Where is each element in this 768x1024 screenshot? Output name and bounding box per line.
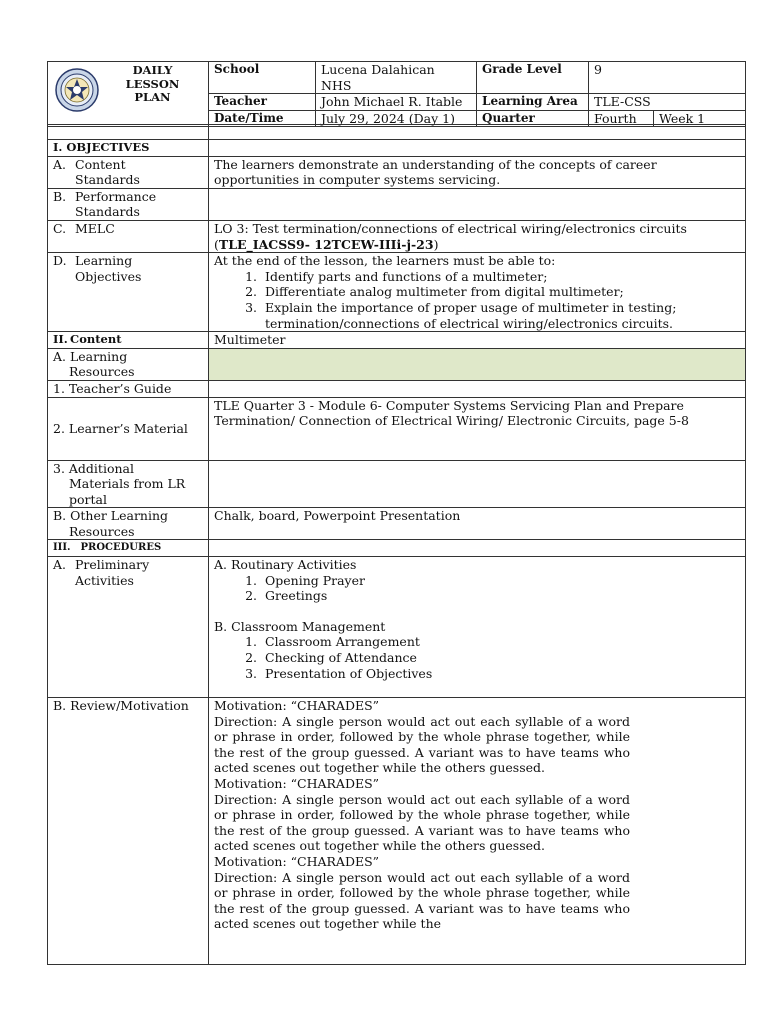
spacer-left [48,125,209,140]
date-time-label: Date/Time [209,110,316,127]
routinary-list [214,573,740,604]
additional-materials-text [209,460,746,508]
motivation-direction: Direction: A single person would act out each syllable of a word or phrase in order, followed by the whole phrase together, while the rest of the group guessed. A variant was to have teams who acted scenes out together while the others guessed. [214,713,630,776]
melc-text: LO 3: Test termination/connections of electrical wiring/electronics circuits (TLE_IACSS9- 12TCEW-IIIi-j-23) [209,220,746,252]
melc-code: TLE_IACSS9- 12TCEW-IIIi-j-23 [218,236,434,252]
learners-material-label: 2. Learner’s Material [48,397,209,460]
learning-area-label: Learning Area [477,94,589,111]
quarter-label: Quarter [477,110,589,127]
other-resources-label: B. Other Learning Resources [48,508,209,540]
school-value: Lucena Dalahican NHS [316,62,477,94]
motivation-direction: Direction: A single person would act out each syllable of a word or phrase in order, followed by the whole phrase together, while the rest of the group guessed. A variant was to have teams who acted scenes out together while the others guessed. [214,791,630,854]
learning-resources-shaded [209,348,746,380]
preliminary-activities-text: A. Routinary Activities 1. Opening Prayer 2. Greetings B. Classroom Management 1. Classroom Arrangement 2. Checking of Attendance 3. Presentation of Objectives [209,557,746,698]
content-standards-label: A. Content Standards [48,156,209,188]
learning-resources-label: A. Learning Resources [48,348,209,380]
motivation-title: Motivation: “CHARADES” [214,776,380,792]
school-label: School [209,62,316,94]
grade-level-label: Grade Level [477,62,589,94]
spacer-right [209,125,746,140]
week-value: Week 1 [654,110,746,127]
objectives-heading: I. OBJECTIVES [48,140,209,157]
teacher-value: John Michael R. Itable [316,94,477,111]
learning-objectives-list [214,269,740,331]
teacher-label: Teacher [209,94,316,111]
list-item: 1. Classroom Arrangement [261,634,740,650]
motivation-direction: Direction: A single person would act out each syllable of a word or phrase in order, followed by the whole phrase together, while the rest of the group guessed. A variant was to have teams who acted scenes out together while the [214,869,630,932]
teachers-guide-label: 1. Teacher’s Guide [48,380,209,397]
grade-level-value: 9 [589,62,746,94]
learning-area-value: TLE-CSS [589,94,746,111]
learning-objectives-text: At the end of the lesson, the learners must be able to: 1. Identify parts and functions of a multimeter; 2. Differentiate analog multimeter from digital multimeter; 3. Explain the importance of proper usage of multimeter in testing; termination/connections of electrical wiring/electronics circuits. [209,253,746,332]
objectives-heading-blank [209,140,746,157]
additional-materials-label: 3. Additional Materials from LR portal [48,460,209,508]
performance-standards-text [209,188,746,220]
performance-standards-label: B. Performance Standards [48,188,209,220]
school-seal-icon [55,68,99,112]
review-motivation-text [209,698,746,965]
list-item: 2. Greetings [261,588,740,604]
list-item: 3. Explain the importance of proper usage of multimeter in testing; termination/connections of electrical wiring/electronics circuits. [261,300,740,331]
header-table [47,61,746,127]
learners-material-text: TLE Quarter 3 - Module 6- Computer Systems Servicing Plan and Prepare Termination/ Connection of Electrical Wiring/ Electronic Circuits, page 5-8 [209,397,746,460]
content-heading: II. Content [48,332,209,349]
list-item: 2. Differentiate analog multimeter from digital multimeter; [261,284,740,300]
other-resources-text: Chalk, board, Powerpoint Presentation [209,508,746,540]
motivation-title: Motivation: “CHARADES” [214,854,380,869]
logo-title-cell [48,62,209,127]
document-title: DAILY LESSON PLAN [125,63,180,104]
motivation-title: Motivation: “CHARADES” [214,698,380,714]
learning-objectives-label: D. Learning Objectives [48,253,209,332]
list-item: 2. Checking of Attendance [261,650,740,666]
teachers-guide-text [209,380,746,397]
content-topic: Multimeter [209,332,746,349]
lesson-body-table [47,124,746,965]
melc-label: C. MELC [48,220,209,252]
procedures-heading-blank [209,540,746,557]
content-standards-text: The learners demonstrate an understanding of the concepts of career opportunities in computer systems servicing. [209,156,746,188]
list-item: 1. Identify parts and functions of a multimeter; [261,269,740,285]
preliminary-activities-label: A. Preliminary Activities [48,557,209,698]
classroom-management-list [214,634,740,681]
review-motivation-label: B. Review/Motivation [48,698,209,965]
date-time-value: July 29, 2024 (Day 1) [316,110,477,127]
procedures-heading: III. PROCEDURES [48,540,209,557]
list-item: 3. Presentation of Objectives [261,666,740,682]
list-item: 1. Opening Prayer [261,573,740,589]
quarter-value: Fourth [589,110,654,127]
